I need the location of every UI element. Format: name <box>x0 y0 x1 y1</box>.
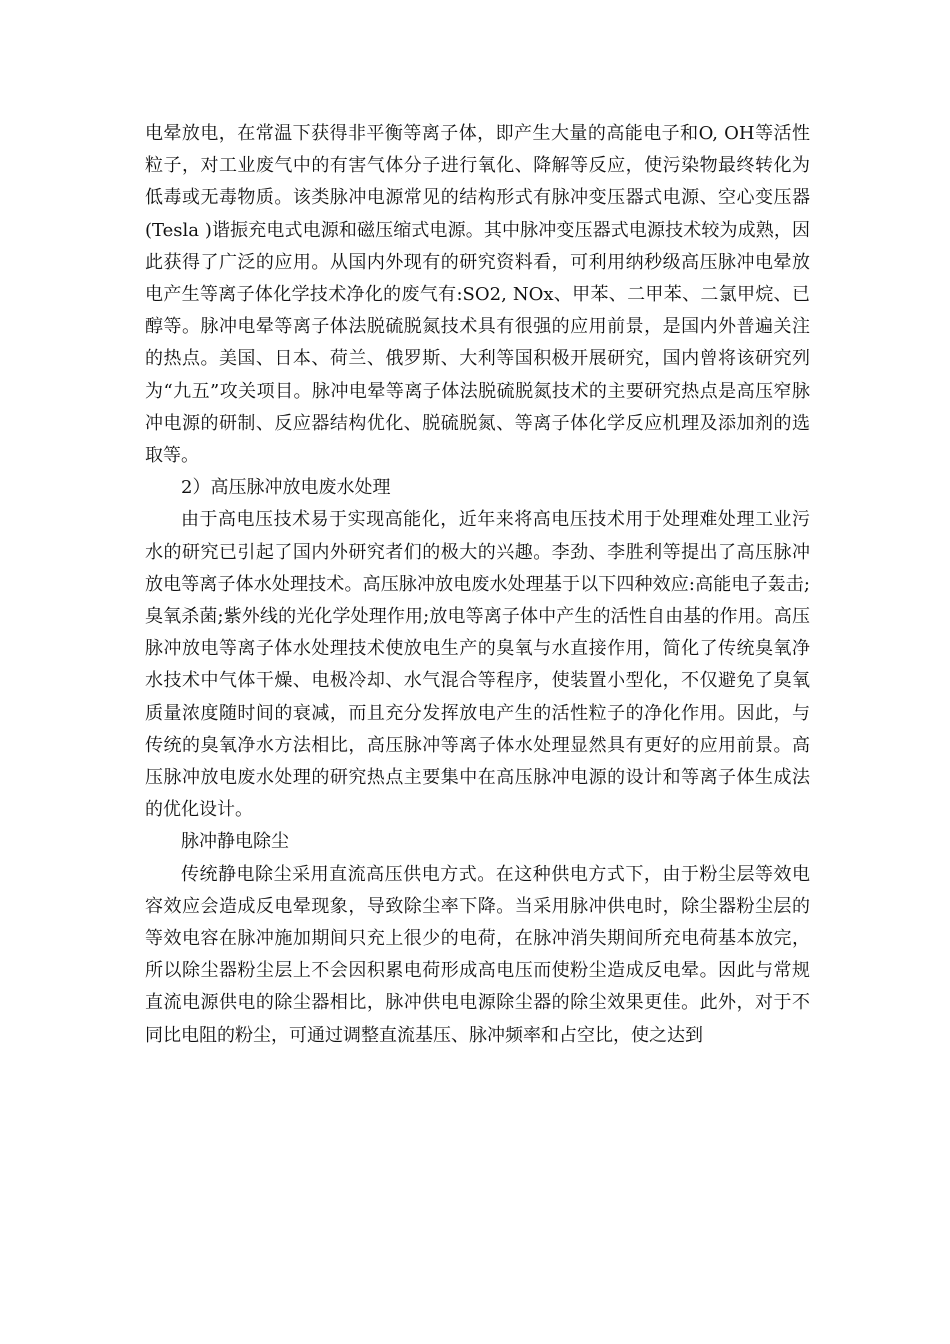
paragraph-pulse-electrostatic-dust: 传统静电除尘采用直流高压供电方式。在这种供电方式下，由于粉尘层等效电容效应会造成反电晕现象，导致除尘率下降。当采用脉冲供电时，除尘器粉尘层的等效电容在脉冲施加期间只充上很少的电荷，在脉冲消失期间所充电荷基本放完，所以除尘器粉尘层上不会因积累电荷形成高电压而使粉尘造成反电晕。因此与常规直流电源供电的除尘器相比，脉冲供电电源除尘器的除尘效果更佳。此外，对于不同比电阻的粉尘，可通过调整直流基压、脉冲频率和占空比，使之达到 <box>145 863 810 1046</box>
heading-pulse-wastewater: 2）高压脉冲放电废水处理 <box>181 477 391 499</box>
paragraph-pulse-wastewater: 由于高电压技术易于实现高能化，近年来将高电压技术用于处理难处理工业污水的研究已引起了国内外研究者们的极大的兴趣。李劲、李胜利等提出了高压脉冲放电等离子体水处理技术。高压脉冲放电废水处理基于以下四种效应:高能电子轰击;臭氧杀菌;紫外线的光化学处理作用;放电等离子体中产生的活性自由基的作用。高压脉冲放电等离子体水处理技术使放电生产的臭氧与水直接作用，简化了传统臭氧净水技术中气体干燥、电极冷却、水气混合等程序，使装置小型化，不仅避免了臭氧质量浓度随时间的衰减，而且充分发挥放电产生的活性粒子的净化作用。因此，与传统的臭氧净水方法相比，高压脉冲等离子体水处理显然具有更好的应用前景。高压脉冲放电废水处理的研究热点主要集中在高压脉冲电源的设计和等离子体生成法的优化设计。 <box>145 509 810 821</box>
heading-pulse-electrostatic-dust: 脉冲静电除尘 <box>181 831 289 853</box>
paragraph-corona-discharge-exhaust: 电晕放电，在常温下获得非平衡等离子体，即产生大量的高能电子和O, OH等活性粒子，对工业废气中的有害气体分子进行氧化、降解等反应，使污染物最终转化为低毒或无毒物质。该类脉冲电源常见的结构形式有脉冲变压器式电源、空心变压器(Tesla )谐振充电式电源和磁压缩式电源。其中脉冲变压器式电源技术较为成熟，因此获得了广泛的应用。从国内外现有的研究资料看，可利用纳秒级高压脉冲电晕放电产生等离子体化学技术净化的废气有:SO2, NOx、甲苯、二甲苯、二氯甲烷、已醇等。脉冲电晕等离子体法脱硫脱氮技术具有很强的应用前景，是国内外普遍关注的热点。美国、日本、荷兰、俄罗斯、大利等国积极开展研究，国内曾将该研究列为“九五”攻关项目。脉冲电晕等离子体法脱硫脱氮技术的主要研究热点是高压窄脉冲电源的研制、反应器结构优化、脱硫脱氮、等离子体化学反应机理及添加剂的选取等。 <box>145 123 810 467</box>
document-body <box>145 118 810 1052</box>
